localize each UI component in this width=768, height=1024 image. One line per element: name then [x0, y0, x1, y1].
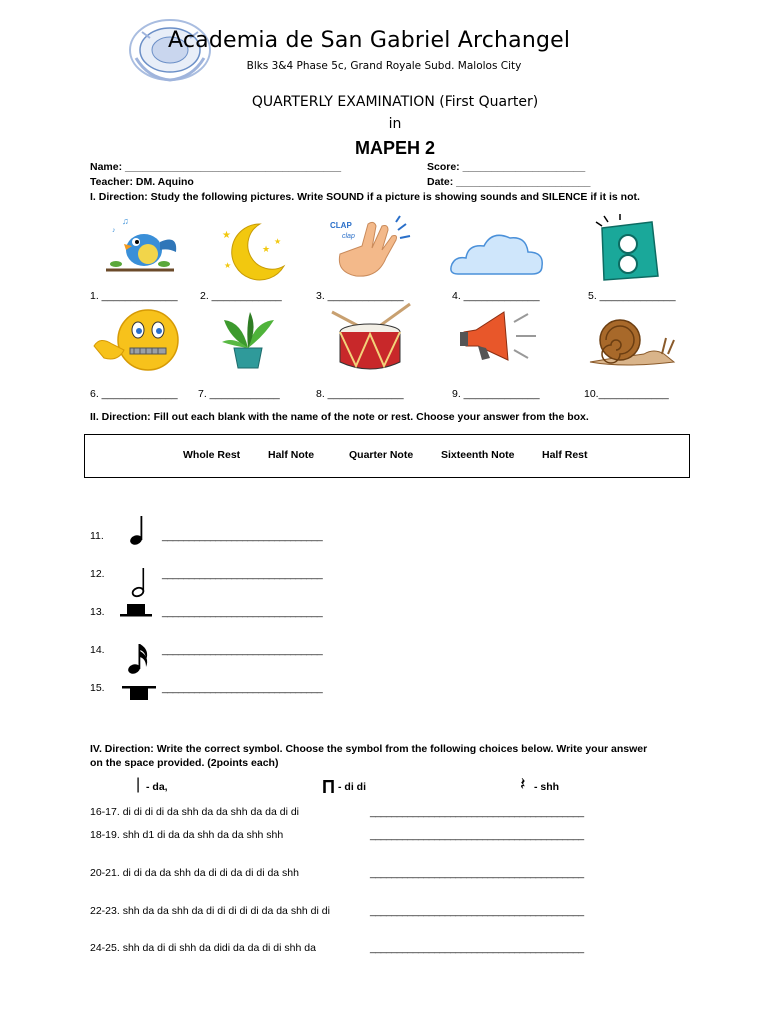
item-14-number: 14. — [90, 644, 105, 656]
quarter-note-icon — [128, 514, 148, 546]
school-address: Blks 3&4 Phase 5c, Grand Royale Subd. Malolos City — [246, 60, 522, 72]
choice-sixteenth-note: Sixteenth Note — [441, 449, 515, 461]
item-3-blank[interactable]: 3. _____________ — [316, 290, 404, 302]
clap-word-small: clap — [342, 233, 355, 240]
picture-moon — [208, 216, 298, 288]
item-20-21-answer[interactable]: ________________________________________ — [370, 867, 584, 879]
item-14-blank[interactable]: ______________________________ — [162, 644, 323, 656]
zipped-mouth-emoji-icon — [90, 306, 186, 376]
choice-quarter-note: Quarter Note — [349, 449, 414, 461]
item-18-19-rhythm: 18-19. shh d1 di da da shh da da shh shh — [90, 829, 284, 841]
svg-text:★: ★ — [262, 244, 271, 254]
svg-text:★: ★ — [274, 237, 282, 246]
picture-snail — [584, 312, 674, 384]
item-6-blank[interactable]: 6. _____________ — [90, 388, 178, 400]
drum-icon — [322, 300, 418, 374]
part4-direction-line2: on the space provided. (2points each) — [90, 757, 279, 769]
svg-text:♪: ♪ — [112, 227, 116, 234]
symbol-shh-label: - shh — [534, 781, 560, 793]
symbol-da — [136, 778, 216, 798]
item-22-23-rhythm: 22-23. shh da da shh da di di di di di da da shh di di — [90, 905, 330, 917]
item-10-blank[interactable]: 10.____________ — [584, 388, 669, 400]
speaker-icon — [592, 214, 672, 284]
picture-speaker — [592, 214, 682, 286]
item-13-number: 13. — [90, 606, 105, 618]
megaphone-icon — [456, 304, 548, 370]
sixteenth-note-icon — [126, 642, 152, 676]
answer-choices-box — [84, 434, 690, 478]
item-11-blank[interactable]: ______________________________ — [162, 530, 323, 542]
symbol-di-di-label: - di di — [338, 781, 366, 793]
snail-icon — [584, 312, 680, 372]
score-field[interactable]: Score: _____________________ — [427, 161, 586, 173]
moon-stars-icon — [208, 216, 298, 286]
picture-cloud — [448, 222, 538, 294]
item-20-21-rhythm: 20-21. di di da da shh da di di da di di da shh — [90, 867, 299, 879]
svg-text:★: ★ — [222, 230, 231, 241]
choice-whole-rest: Whole Rest — [183, 449, 241, 461]
picture-zipped-emoji — [90, 306, 180, 378]
svg-text:♫: ♫ — [122, 216, 129, 226]
item-12-blank[interactable]: ______________________________ — [162, 568, 323, 580]
part2-direction: II. Direction: Fill out each blank with the name of the note or rest. Choose your answer from the box. — [90, 411, 589, 423]
item-8-blank[interactable]: 8. _____________ — [316, 388, 404, 400]
item-16-17-rhythm: 16-17. di di di di da shh da da shh da da di di — [90, 806, 299, 818]
half-rest-icon — [120, 602, 152, 618]
in-word: in — [388, 116, 402, 132]
item-15-blank[interactable]: ______________________________ — [162, 682, 323, 694]
exam-title: QUARTERLY EXAMINATION (First Quarter) — [251, 94, 539, 110]
item-24-25-answer[interactable]: ________________________________________ — [370, 942, 584, 954]
item-16-17-answer[interactable]: ________________________________________ — [370, 806, 584, 818]
picture-clap — [326, 214, 416, 286]
item-15-number: 15. — [90, 682, 105, 694]
symbol-da-label: - da, — [146, 781, 168, 793]
picture-megaphone — [456, 304, 546, 376]
item-11-number: 11. — [90, 530, 104, 542]
symbol-shh — [520, 776, 600, 800]
item-12-number: 12. — [90, 568, 105, 580]
name-field[interactable]: Name: _____________________________________ — [90, 161, 342, 173]
item-18-19-answer[interactable]: ________________________________________ — [370, 829, 584, 841]
half-note-icon — [130, 566, 150, 598]
item-5-blank[interactable]: 5. _____________ — [588, 290, 676, 302]
item-9-blank[interactable]: 9. _____________ — [452, 388, 540, 400]
cloud-icon — [448, 222, 548, 282]
school-name: Academia de San Gabriel Archangel — [168, 28, 571, 53]
symbol-di-di — [322, 778, 412, 800]
picture-bird — [102, 212, 192, 284]
bird-singing-icon — [102, 212, 192, 284]
item-1-blank[interactable]: 1. _____________ — [90, 290, 178, 302]
teacher-label: Teacher: DM. Aquino — [90, 176, 194, 188]
part1-direction: I. Direction: Study the following pictures. Write SOUND if a picture is showing sounds and SILENCE if it is not. — [90, 191, 640, 203]
clapping-hands-icon — [326, 214, 416, 284]
item-22-23-answer[interactable]: ________________________________________ — [370, 905, 584, 917]
quarter-rest-symbol-icon: 𝄽 — [520, 774, 526, 795]
ti-ti-symbol-icon: Π — [322, 777, 335, 797]
item-13-blank[interactable]: ______________________________ — [162, 606, 323, 618]
date-field[interactable]: Date: _______________________ — [427, 176, 591, 188]
item-4-blank[interactable]: 4. _____________ — [452, 290, 540, 302]
item-7-blank[interactable]: 7. ____________ — [198, 388, 280, 400]
picture-plant — [216, 308, 306, 380]
whole-rest-icon — [122, 684, 156, 702]
item-24-25-rhythm: 24-25. shh da di di shh da didi da da di di shh da — [90, 942, 316, 954]
svg-text:★: ★ — [224, 261, 232, 270]
choice-half-note: Half Note — [268, 449, 315, 461]
ta-symbol-icon: | — [136, 776, 141, 793]
clap-word: CLAP — [330, 221, 352, 230]
part4-direction-line1: IV. Direction: Write the correct symbol. Choose the symbol from the following choices below. Write your answer — [90, 743, 648, 755]
choice-half-rest: Half Rest — [542, 449, 588, 461]
potted-plant-icon — [216, 308, 280, 372]
subject-title: MAPEH 2 — [354, 138, 435, 158]
item-2-blank[interactable]: 2. ____________ — [200, 290, 282, 302]
picture-drum — [322, 300, 412, 372]
